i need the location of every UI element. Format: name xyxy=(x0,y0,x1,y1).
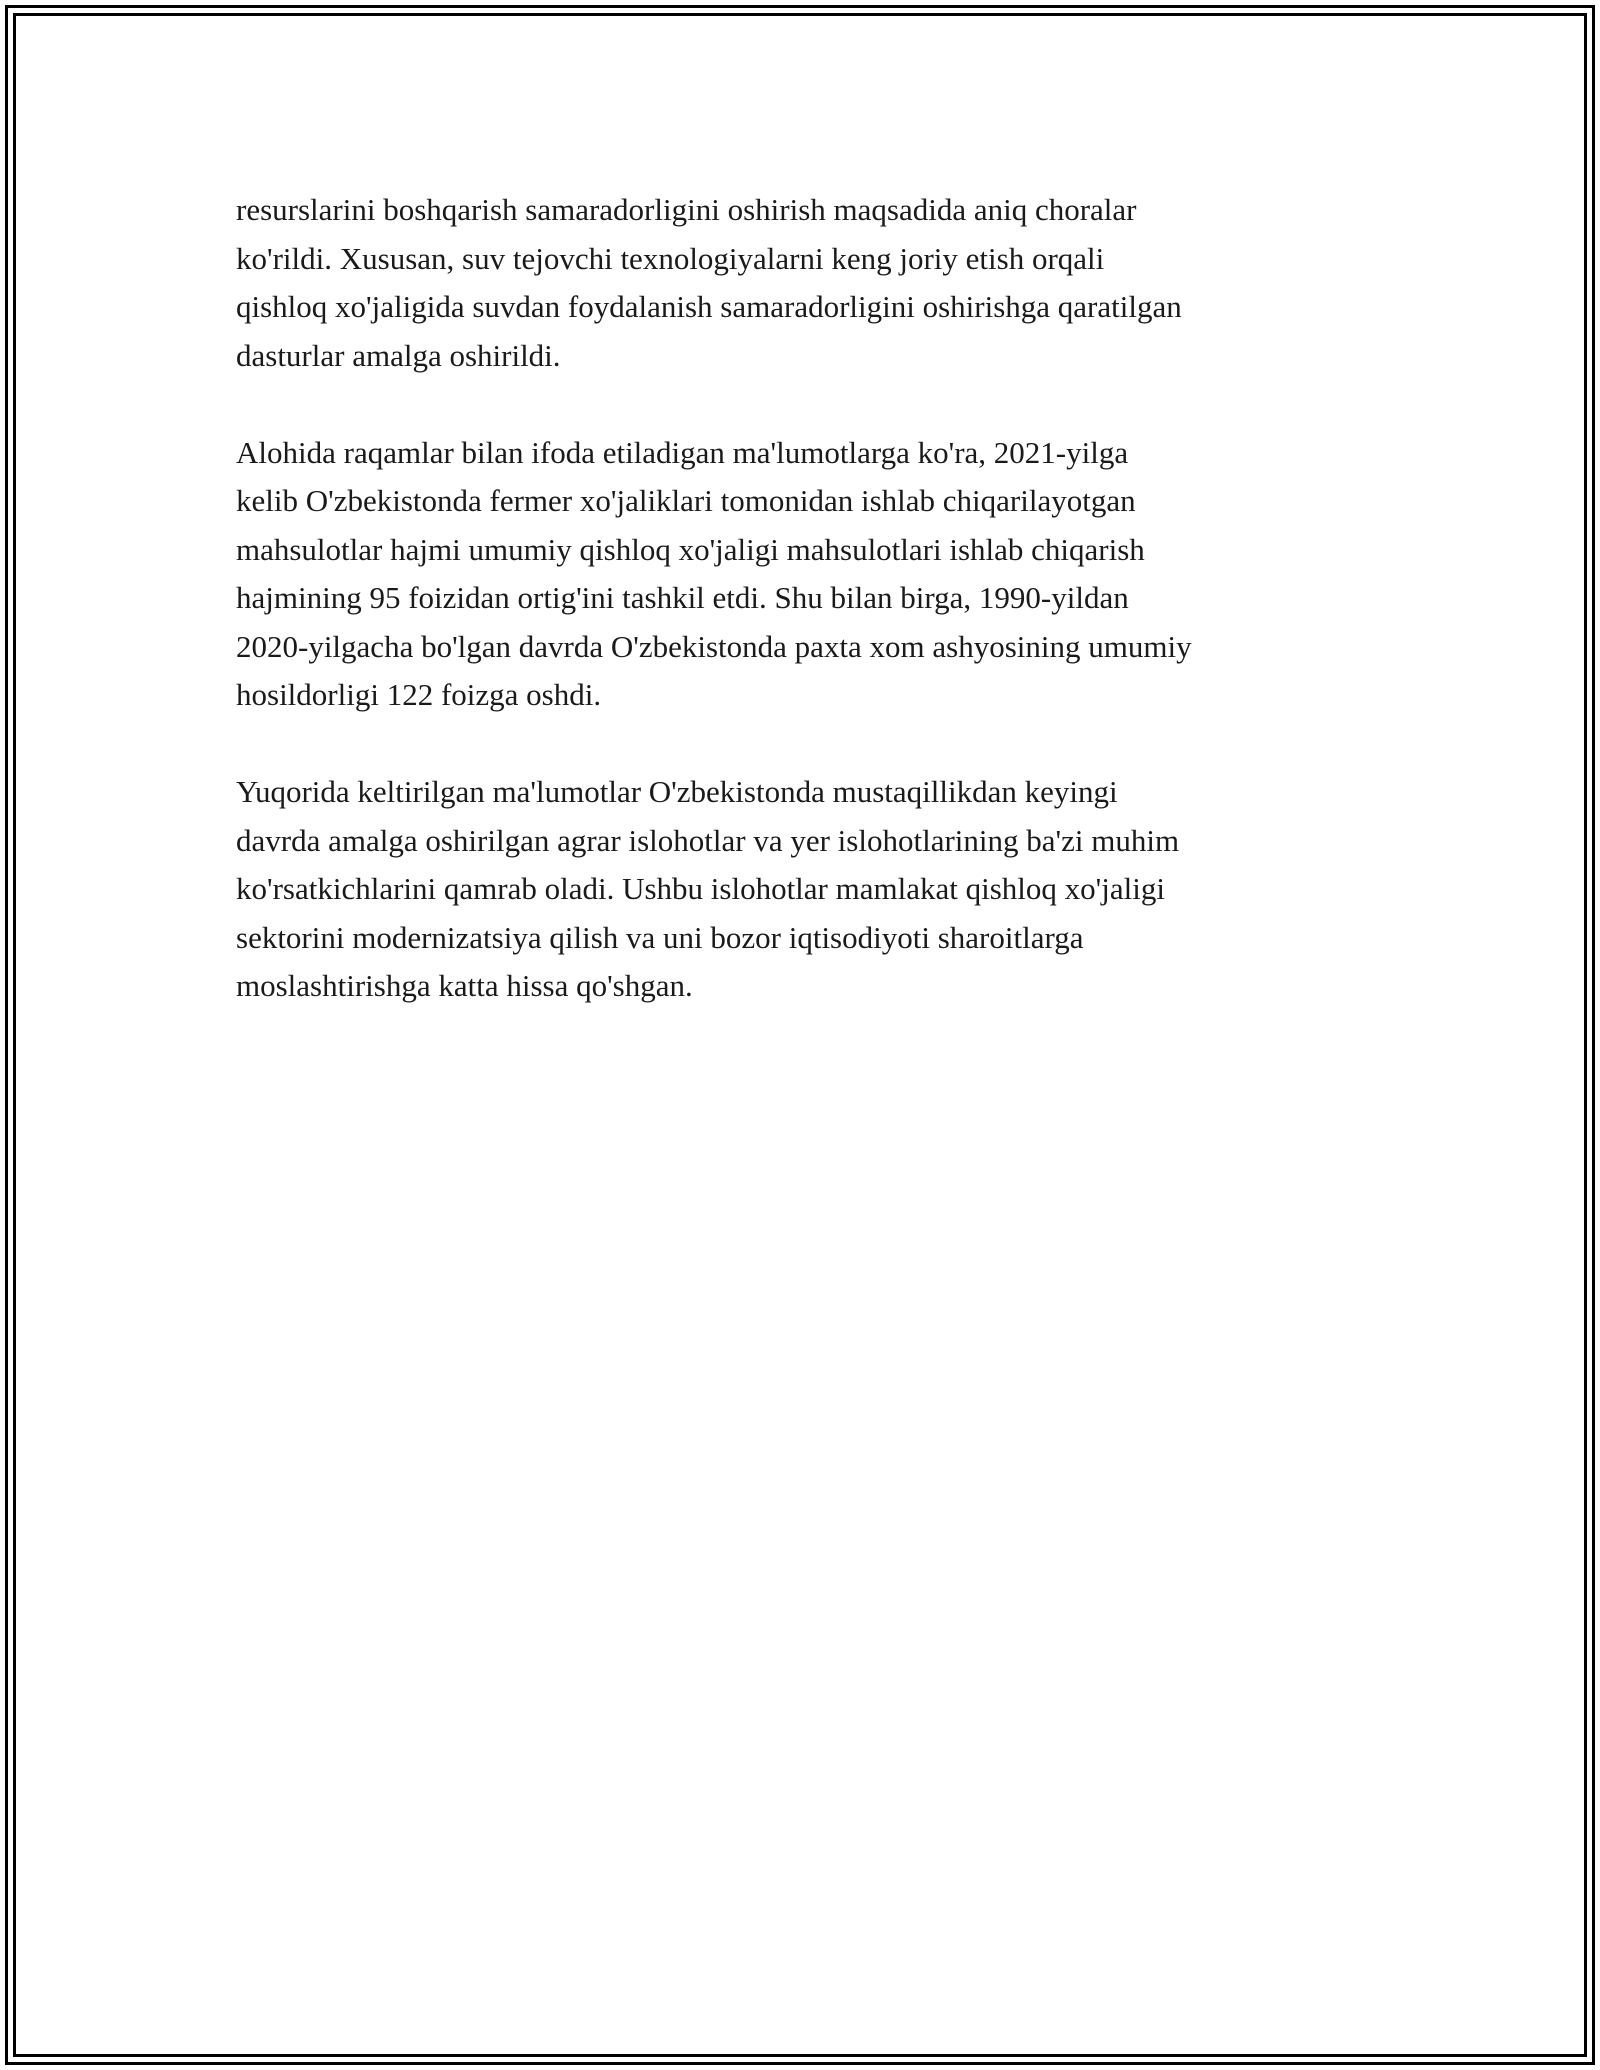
text-line: mahsulotlar hajmi umumiy qishloq xo'jaligi mahsulotlari ishlab chiqarish xyxy=(236,531,1145,567)
text-line: qishloq xo'jaligida suvdan foydalanish samaradorligini oshirishga qaratilgan xyxy=(236,289,1182,324)
text-line: davrda amalga oshirilgan agrar islohotlar va yer islohotlarining ba'zi muhim xyxy=(236,822,1180,858)
text-line: moslashtirishga katta hissa qo'shgan. xyxy=(236,968,693,1003)
text-line: 2020-yilgacha bo'lgan davrda O'zbekistonda paxta xom ashyosining umumiy xyxy=(236,628,1192,664)
paragraph-2 xyxy=(236,429,1396,720)
document-body xyxy=(236,186,1396,1059)
text-line: ko'rsatkichlarini qamrab oladi. Ushbu islohotlar mamlakat qishloq xo'jaligi xyxy=(236,871,1165,906)
text-line: dasturlar amalga oshirildi. xyxy=(236,337,561,373)
text-line: Alohida raqamlar bilan ifoda etiladigan ma'lumotlarga ko'ra, 2021-yilga xyxy=(236,434,1129,470)
paragraph-1 xyxy=(236,186,1396,380)
text-line: ko'rildi. Xususan, suv tejovchi texnologiyalarni keng joriy etish orqali xyxy=(236,240,1105,276)
text-line: Yuqorida keltirilgan ma'lumotlar O'zbekistonda mustaqillikdan keyingi xyxy=(236,774,1118,809)
text-line: sektorini modernizatsiya qilish va uni bozor iqtisodiyoti sharoitlarga xyxy=(236,919,1084,955)
text-line: hosildorligi 122 foizga oshdi. xyxy=(236,677,602,712)
text-line: resurslarini boshqarish samaradorligini oshirish maqsadida aniq choralar xyxy=(236,192,1137,227)
text-line: kelib O'zbekistonda fermer xo'jaliklari tomonidan ishlab chiqarilayotgan xyxy=(236,483,1136,518)
text-line: hajmining 95 foizidan ortig'ini tashkil etdi. Shu bilan birga, 1990-yildan xyxy=(236,580,1129,615)
paragraph-3 xyxy=(236,768,1396,1011)
